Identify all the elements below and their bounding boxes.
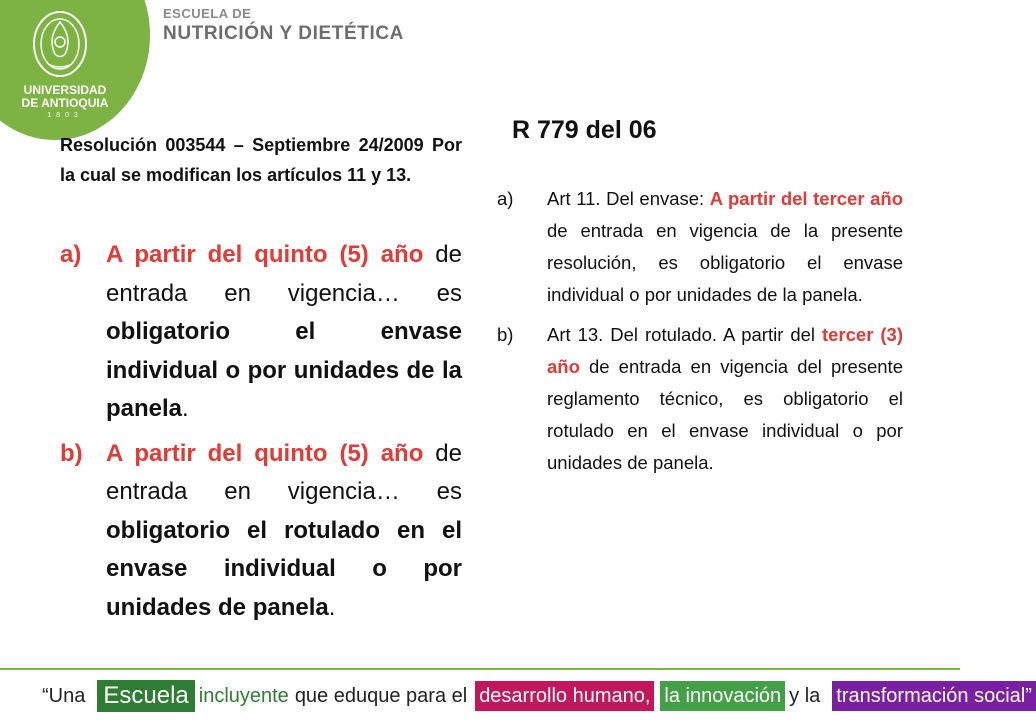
period: . [328, 593, 336, 621]
right-list [497, 183, 903, 487]
slogan-innovacion: la innovación [660, 681, 785, 711]
left-list-item-b [60, 435, 462, 628]
right-list-item-a [497, 183, 903, 311]
slogan-escuela: Escuela [97, 680, 194, 712]
footer-slogan [42, 680, 1036, 712]
slogan-mid: que eduque para el [294, 684, 468, 707]
bold-text: obligatorio el envase individual o por unidades de la panela [106, 318, 462, 422]
school-label-top: ESCUELA DE [163, 6, 252, 21]
highlight-text: A partir del quinto (5) año [106, 439, 424, 467]
right-title: R 779 del 06 [512, 116, 657, 144]
list-marker: a) [60, 241, 82, 268]
list-marker: b) [60, 439, 83, 467]
university-year: 1803 [47, 112, 83, 119]
footer-divider [0, 668, 960, 670]
highlight-text: tercer (3) año [547, 324, 903, 377]
list-marker: a) [497, 188, 514, 209]
right-list-item-b [497, 319, 903, 479]
left-list [60, 236, 462, 633]
slogan-open: “Una [42, 684, 86, 707]
university-seal-icon [28, 8, 92, 80]
slogan-desarrollo: desarrollo humano, [475, 681, 654, 711]
university-name-line1: UNIVERSIDAD [23, 83, 107, 97]
list-marker: b) [497, 324, 514, 345]
body-text: de entrada en vigencia… es [106, 439, 462, 505]
highlight-text: A partir del quinto (5) año [106, 241, 424, 268]
bold-text: obligatorio el rotulado en el envase individual o por unidades de panela [106, 516, 462, 621]
slogan-incluyente: incluyente [198, 684, 289, 707]
body-text: de entrada en vigencia de la presente resolución, es obligatorio el envase individual o por unidades de la panela. [547, 220, 903, 305]
university-name-line2: DE ANTIOQUIA [21, 96, 109, 110]
highlight-text: A partir del tercer año [709, 188, 903, 209]
body-text: de entrada en vigencia… es [106, 241, 462, 307]
left-intro-text: Resolución 003544 – Septiembre 24/2009 Por la cual se modifican los artículos 11 y 13. [60, 135, 462, 185]
slogan-transformacion: transformación social” [832, 681, 1036, 711]
body-text: Art 13. Del rotulado. A partir del [547, 324, 822, 345]
school-label-main: NUTRICIÓN Y DIETÉTICA [163, 23, 404, 44]
slogan-y: y la [789, 684, 821, 707]
left-list-item-a [60, 236, 462, 429]
university-name [10, 84, 120, 110]
body-text: Art 11. Del envase: [547, 188, 710, 209]
body-text: de entrada en vigencia del presente reglamento técnico, es obligatorio el rotulado en el envase individual o por unidades de panela. [547, 356, 903, 473]
period: . [182, 395, 189, 422]
